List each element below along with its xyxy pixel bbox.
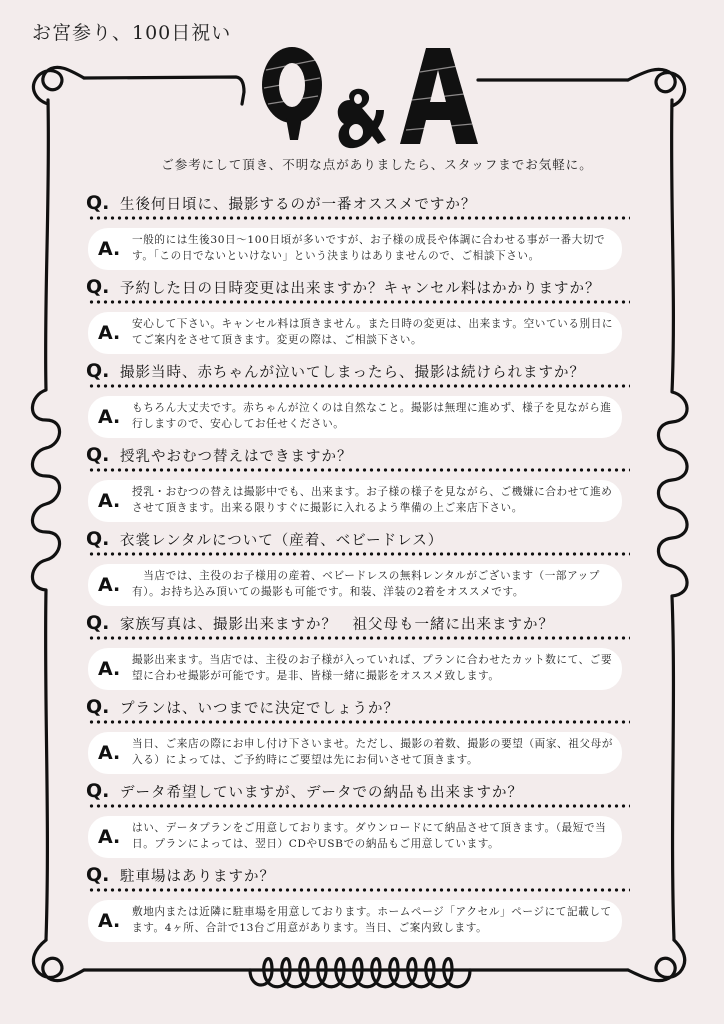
dotted-divider (88, 468, 630, 472)
answer-mark-icon: A. (98, 910, 121, 932)
dotted-divider (88, 636, 630, 640)
question-mark-icon: Q. (86, 276, 110, 298)
question-mark-icon: Q. (86, 360, 110, 382)
answer-box (88, 564, 622, 606)
answer-mark-icon: A. (98, 322, 121, 344)
qa-item (88, 862, 628, 946)
qa-item (88, 610, 628, 694)
answer-box (88, 900, 622, 942)
qa-list (88, 190, 628, 946)
qa-item (88, 190, 628, 274)
intro-text: ご参考にして頂き、不明な点がありましたら、スタッフまでお気軽に。 (161, 157, 593, 172)
answer-text: 安心して下さい。キャンセル料は頂きません。また日時の変更は、出来ます。空いている別日にてご案内をさせて頂きます。変更の際は、ご相談下さい。 (132, 318, 614, 346)
question-mark-icon: Q. (86, 612, 110, 634)
answer-mark-icon: A. (98, 238, 121, 260)
answer-box (88, 648, 622, 690)
qa-item (88, 694, 628, 778)
qa-item (88, 442, 628, 526)
question-text: 生後何日頃に、撮影するのが一番オススメですか？ (120, 197, 477, 213)
question-mark-icon: Q. (86, 780, 110, 802)
qa-logo (250, 40, 490, 150)
answer-text: 一般的には生後30日〜100日頃が多いですが、お子様の成長や体調に合わせる事が一番大切です。「この日でないといけない」という決まりはありませんので、ご相談下さい。 (132, 234, 606, 262)
answer-box (88, 396, 622, 438)
dotted-divider (88, 216, 630, 220)
question-text: 撮影当時、赤ちゃんが泣いてしまったら、撮影は続けられますか？ (120, 365, 585, 381)
question-text: 衣裳レンタルについて（産着、ベビードレス） (120, 533, 444, 549)
question-row (88, 526, 628, 552)
dotted-divider (88, 720, 630, 724)
answer-box (88, 732, 622, 774)
answer-mark-icon: A. (98, 490, 121, 512)
qa-item (88, 526, 628, 610)
answer-mark-icon: A. (98, 826, 121, 848)
question-text: 家族写真は、撮影出来ますか？ 祖父母も一緒に出来ますか？ (120, 617, 554, 633)
dotted-divider (88, 384, 630, 388)
question-text: 駐車場はありますか？ (120, 869, 275, 885)
question-row (88, 190, 628, 216)
answer-text: 当日、ご来店の際にお申し付け下さいませ。ただし、撮影の着数、撮影の要望（両家、祖父母が入る）によっては、ご予約時にご要望は先にお伺いさせて頂きます。 (132, 738, 614, 766)
answer-box (88, 816, 622, 858)
question-mark-icon: Q. (86, 696, 110, 718)
answer-mark-icon: A. (98, 742, 121, 764)
answer-text: もちろん大丈夫です。赤ちゃんが泣くのは自然なこと。撮影は無理に進めず、様子を見ながら進行しますので、安心してお任せください。 (132, 402, 612, 430)
dotted-divider (88, 888, 630, 892)
question-mark-icon: Q. (86, 864, 110, 886)
question-mark-icon: Q. (86, 192, 110, 214)
question-text: 授乳やおむつ替えはできますか？ (120, 449, 353, 465)
answer-mark-icon: A. (98, 658, 121, 680)
answer-mark-icon: A. (98, 406, 121, 428)
question-mark-icon: Q. (86, 528, 110, 550)
qa-item (88, 778, 628, 862)
answer-text: はい、データプランをご用意しております。ダウンロードにて納品させて頂きます。（最短で当日。プランによっては、翌日）CDやUSBでの納品もご用意しています。 (132, 822, 607, 850)
question-text: 予約した日の日時変更は出来ますか？キャンセル料はかかりますか？ (120, 281, 601, 297)
question-row (88, 778, 628, 804)
question-row (88, 358, 628, 384)
answer-mark-icon: A. (98, 574, 121, 596)
question-row (88, 274, 628, 300)
question-row (88, 610, 628, 636)
question-row (88, 694, 628, 720)
answer-box (88, 228, 622, 270)
answer-box (88, 480, 622, 522)
answer-text: 当店では、主役のお子様用の産着、ベビードレスの無料レンタルがございます（一部アップ有）。お持ち込み頂いての撮影も可能です。和装、洋装の2着をオススメです。 (132, 570, 600, 598)
question-row (88, 442, 628, 468)
dotted-divider (88, 300, 630, 304)
answer-box (88, 312, 622, 354)
dotted-divider (88, 552, 630, 556)
answer-text: 敷地内または近隣に駐車場を用意しております。ホームページ「アクセル」ページにて記載してます。4ヶ所、合計で13台ご用意があります。当日、ご案内致します。 (132, 906, 612, 934)
dotted-divider (88, 804, 630, 808)
qa-item (88, 274, 628, 358)
question-text: データ希望していますが、データでの納品も出来ますか？ (120, 785, 523, 801)
answer-text: 授乳・おむつの替えは撮影中でも、出来ます。お子様の様子を見ながら、ご機嫌に合わせて進めさせて頂きます。出来る限りすぐに撮影に入れるよう準備の上ご来店下さい。 (132, 486, 613, 514)
question-mark-icon: Q. (86, 444, 110, 466)
qa-item (88, 358, 628, 442)
page-title: お宮参り、100日祝い (32, 22, 232, 44)
answer-text: 撮影出来ます。当店では、主役のお子様が入っていれば、プランに合わせたカット数にて、ご要望に合わせ撮影が可能です。是非、皆様一緒に撮影をオススメ致します。 (132, 654, 613, 682)
question-row (88, 862, 628, 888)
question-text: プランは、いつまでに決定でしょうか？ (120, 701, 399, 717)
